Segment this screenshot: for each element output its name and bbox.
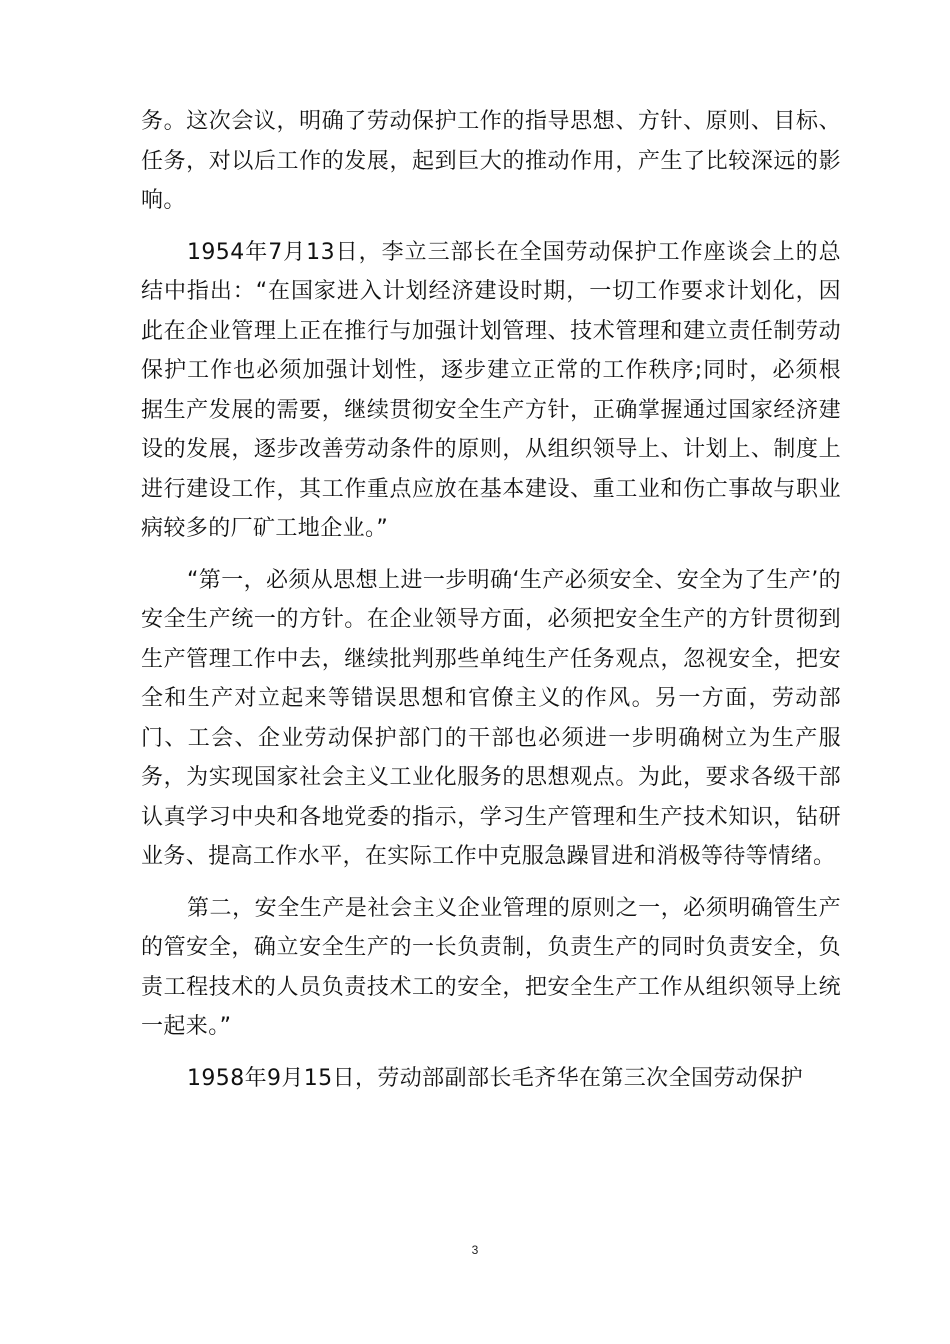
body-text — [141, 102, 841, 1110]
page-number: 3 — [471, 1243, 479, 1257]
paragraph-2: 1954年7月13日，李立三部长在全国劳动保护工作座谈会上的总结中指出：“在国家进入计划经济建设时期，一切工作要求计划化，因此在企业管理上正在推行与加强计划管理、技术管理和建立责任制劳动保护工作也必须加强计划性，逐步建立正常的工作秩序;同时，必须根据生产发展的需要，继续贯彻安全生产方针，正确掌握通过国家经济建设的发展，逐步改善劳动条件的原则，从组织领导上、计划上、制度上进行建设工作，其工作重点应放在基本建设、重工业和伤亡事故与职业病较多的厂矿工地企业。” — [141, 239, 841, 541]
paragraph-3: “第一，必须从思想上进一步明确‘生产必须安全、安全为了生产’的安全生产统一的方针。在企业领导方面，必须把安全生产的方针贯彻到生产管理工作中去，继续批判那些单纯生产任务观点，忽视安全，把安全和生产对立起来等错误思想和官僚主义的作风。另一方面，劳动部门、工会、企业劳动保护部门的干部也必须进一步明确树立为生产服务，为实现国家社会主义工业化服务的思想观点。为此，要求各级干部认真学习中央和各地党委的指示，学习生产管理和生产技术知识，钻研业务、提高工作水平，在实际工作中克服急躁冒进和消极等待等情绪。 — [141, 567, 841, 869]
paragraph-4: 第二，安全生产是社会主义企业管理的原则之一，必须明确管生产的管安全，确立安全生产的一长负责制，负责生产的同时负责安全，负责工程技术的人员负责技术工的安全，把安全生产工作从组织领导上统一起来。” — [141, 895, 841, 1039]
paragraph-1: 务。这次会议，明确了劳动保护工作的指导思想、方针、原则、目标、任务，对以后工作的发展，起到巨大的推动作用，产生了比较深远的影响。 — [141, 109, 841, 213]
paragraph-5: 1958年9月15日，劳动部副部长毛齐华在第三次全国劳动保护 — [187, 1065, 803, 1091]
